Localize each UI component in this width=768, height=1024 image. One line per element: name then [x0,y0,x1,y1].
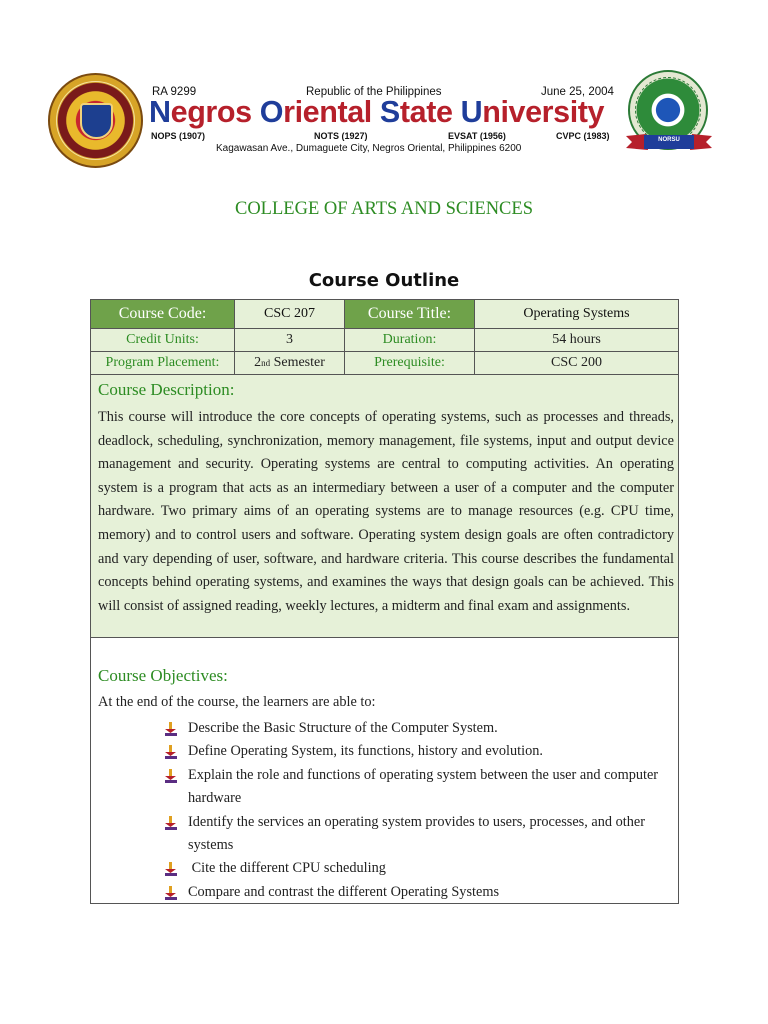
list-item: Describe the Basic Structure of the Computer System. [164,717,674,740]
history-nots: NOTS (1927) [314,131,368,141]
charter-date: June 25, 2004 [541,86,614,98]
list-item: Define Operating System, its functions, history and evolution. [164,740,674,763]
seal-ribbon-text: NORSU [658,137,680,143]
duration-label: Duration: [345,329,475,352]
history-cvpc: CVPC (1983) [556,131,610,141]
ra-number: RA 9299 [152,86,197,98]
course-objectives-heading: Course Objectives: [98,666,228,685]
history-nops: NOPS (1907) [151,131,206,141]
college-name: COLLEGE OF ARTS AND SCIENCES [234,199,533,219]
bullet-arrow-icon [164,862,178,876]
history-evsat: EVSAT (1956) [448,131,506,141]
bullet-arrow-icon [164,886,178,900]
course-title-label: Course Title: [345,300,475,329]
republic-label: Republic of the Philippines [306,86,442,98]
course-objectives-intro: At the end of the course, the learners are able to: [98,694,376,710]
credit-units-label: Credit Units: [91,329,235,352]
list-item: Cite the different CPU scheduling [164,857,674,880]
course-title-value: Operating Systems [475,300,678,329]
bullet-arrow-icon [164,745,178,759]
university-seal-icon [48,73,143,168]
list-item: Compare and contrast the different Operating Systems [164,881,674,904]
table-row [91,352,678,375]
program-placement-value: 2 nd Semester [235,352,345,375]
list-item: Identify the services an operating system provides to users, processes, and other systems [164,811,674,858]
prerequisite-label: Prerequisite: [345,352,475,375]
university-address: Kagawasan Ave., Dumaguete City, Negros Oriental, Philippines 6200 [216,143,522,154]
course-code-value: CSC 207 [235,300,345,329]
course-description-heading: Course Description: [98,380,235,399]
table-row [91,300,678,329]
program-placement-label: Program Placement: [91,352,235,375]
list-item: Explain the role and functions of operating system between the user and computer hardware [164,764,674,811]
duration-value: 54 hours [475,329,678,352]
bullet-arrow-icon [164,816,178,830]
course-description-section [91,375,678,638]
objectives-list [164,717,674,904]
prerequisite-value: CSC 200 [475,352,678,375]
university-name: Negros Oriental State University [149,95,605,129]
course-description-text: This course will introduce the core concepts of operating systems, such as processes and threads, deadlock, scheduling, synchronization, memory management, file systems, input and output device management and security. Operating systems are central to computing activities. An operating system is a program that acts as an intermediary between a user of a computer and the computer hardware. Two primary aims of an operating systems are to manage resources (e.g. CPU time, memory) and to control users and software. Operating system design goals are often contradictory and vary depending of user, software, and hardware criteria. This course describes the fundamental concepts behind operating systems, and examines the ways that design goals can be achieved. This will consist of assigned reading, weekly lectures, a midterm and final exam and assignments. [98,409,674,614]
bullet-arrow-icon [164,769,178,783]
course-outline-table [90,299,679,904]
credit-units-value: 3 [235,329,345,352]
course-code-label: Course Code: [91,300,235,329]
page-title: Course Outline [308,270,460,291]
table-row [91,329,678,352]
bullet-arrow-icon [164,722,178,736]
